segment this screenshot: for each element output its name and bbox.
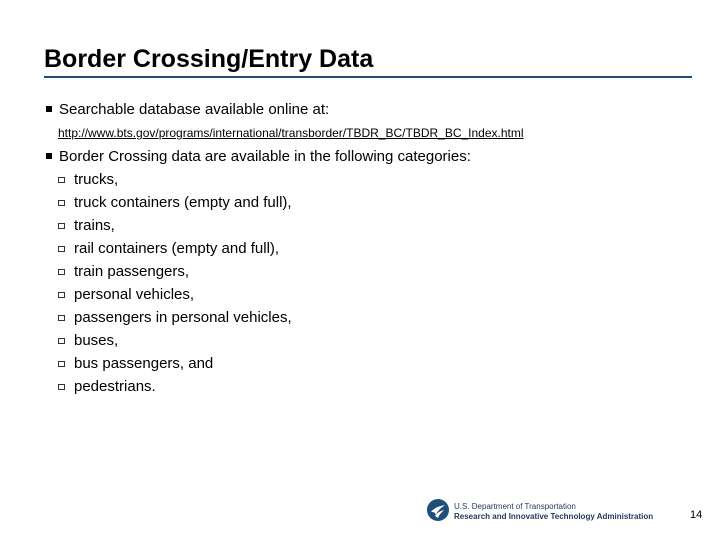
list-item-text: truck containers (empty and full), [74, 194, 292, 211]
box-bullet-icon [58, 177, 65, 183]
list-item-text: pedestrians. [74, 378, 156, 395]
bullet-categories [46, 148, 471, 165]
box-bullet-icon [58, 315, 65, 321]
page-number: 14 [690, 509, 703, 521]
list-item [58, 171, 118, 188]
list-item [58, 217, 115, 234]
box-bullet-icon [58, 200, 65, 206]
list-item [58, 286, 194, 303]
list-item-text: trains, [74, 217, 115, 234]
box-bullet-icon [58, 338, 65, 344]
bullet-text: Searchable database available online at: [59, 101, 330, 118]
list-item [58, 263, 189, 280]
square-bullet-icon [46, 106, 52, 112]
list-item [58, 378, 156, 395]
box-bullet-icon [58, 223, 65, 229]
list-item-text: passengers in personal vehicles, [74, 309, 292, 326]
box-bullet-icon [58, 246, 65, 252]
database-link[interactable]: http://www.bts.gov/programs/international/transborder/TBDR_BC/TBDR_BC_Index.html [58, 126, 524, 140]
title-underline [44, 76, 692, 78]
list-item-text: buses, [74, 332, 119, 349]
list-item-text: personal vehicles, [74, 286, 195, 303]
footer-admin: Research and Innovative Technology Administration [454, 512, 654, 521]
list-item [58, 194, 292, 211]
list-item-text: bus passengers, and [74, 355, 214, 372]
list-item-text: trucks, [74, 171, 119, 188]
bullet-database [46, 101, 329, 118]
box-bullet-icon [58, 269, 65, 275]
bullet-text: Border Crossing data are available in the following categories: [59, 148, 471, 165]
footer-org: U.S. Department of Transportation [454, 502, 576, 511]
box-bullet-icon [58, 292, 65, 298]
box-bullet-icon [58, 361, 65, 367]
list-item [58, 355, 213, 372]
list-item-text: train passengers, [74, 263, 190, 280]
list-item [58, 332, 118, 349]
square-bullet-icon [46, 153, 52, 159]
list-item [58, 240, 279, 257]
list-item-text: rail containers (empty and full), [74, 240, 280, 257]
dot-eagle-icon [426, 498, 450, 522]
box-bullet-icon [58, 384, 65, 390]
list-item [58, 309, 292, 326]
page-title: Border Crossing/Entry Data [44, 45, 374, 73]
